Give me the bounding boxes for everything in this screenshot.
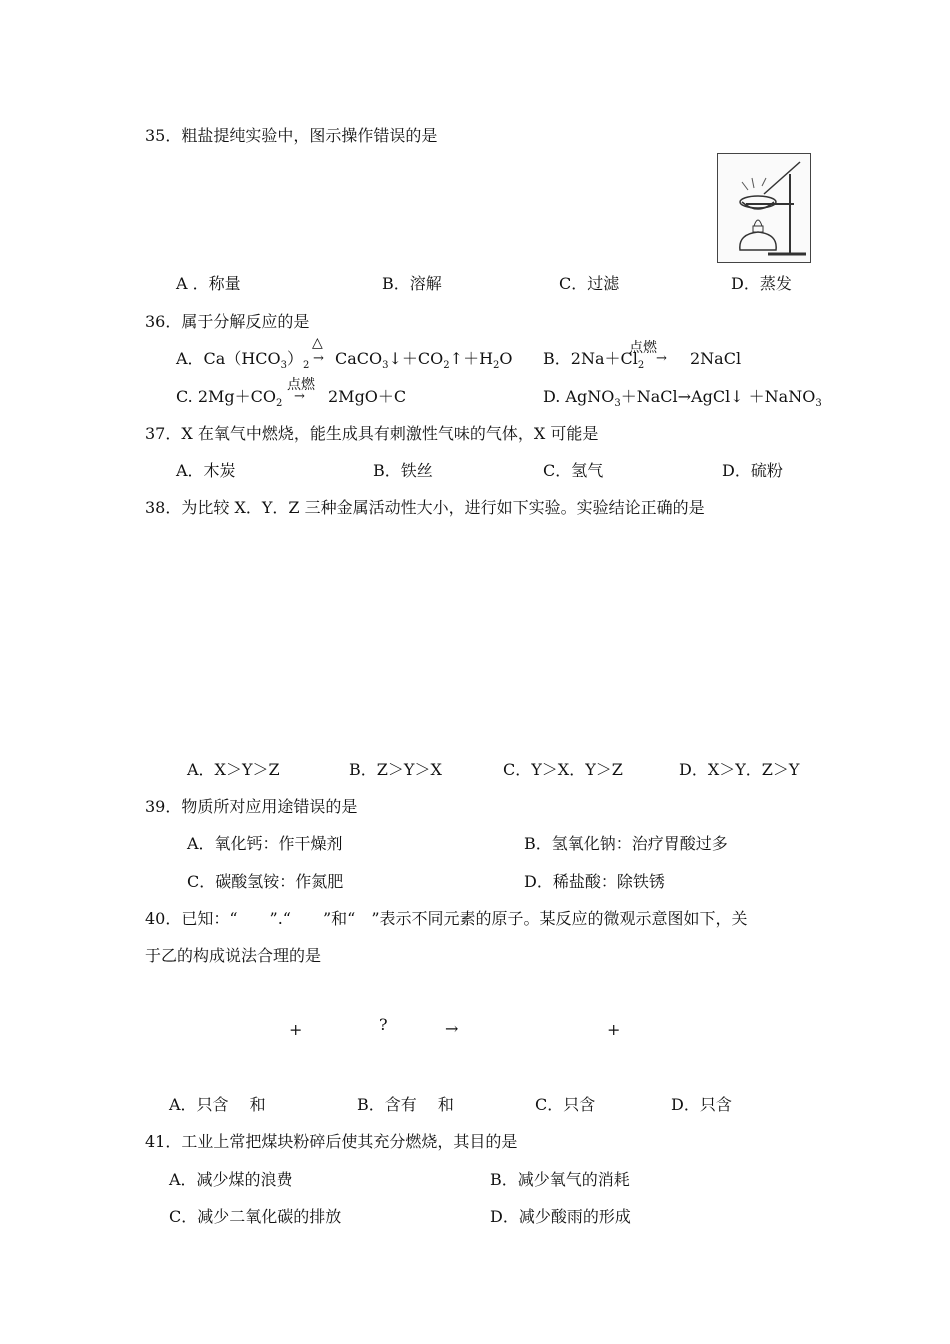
- q40-arrow: →: [445, 1019, 459, 1038]
- q35-option-d: D．蒸发: [731, 274, 792, 293]
- q35-stem: 35．粗盐提纯实验中，图示操作错误的是: [145, 126, 438, 145]
- q40-option-d: D．只含: [671, 1095, 732, 1114]
- q39-option-a: A．氧化钙：作干燥剂: [187, 834, 343, 853]
- q38-option-d: D．X＞Y．Z＞Y: [679, 760, 800, 779]
- q36-option-a-products: $CaCO_3↓+CO_2↑+H_2O$: [335, 349, 513, 371]
- q36-option-b-product: 2NaCl: [690, 349, 742, 368]
- reaction-arrow-b: →: [656, 351, 667, 366]
- q35-option-c: C．过滤: [559, 274, 620, 293]
- q37-option-c: C．氢气: [543, 461, 604, 480]
- q35-option-a: A ．称量: [176, 274, 241, 293]
- q40-stem-line1: 40．已知：“ ”.“ ”和“ ”表示不同元素的原子。某反应的微观示意图如下，关: [145, 909, 748, 928]
- q37-option-a: A．木炭: [176, 461, 236, 480]
- q36-option-b: B．$2Na+Cl_2$: [543, 349, 645, 371]
- q39-option-b: B．氢氧化钠：治疗胃酸过多: [524, 834, 728, 853]
- q37-option-b: B．铁丝: [373, 461, 433, 480]
- q36-option-c: C. $2Mg+CO_2$: [176, 387, 283, 409]
- evaporation-apparatus-image: [717, 153, 811, 263]
- ignite-condition-c: 点燃: [287, 377, 315, 393]
- q40-option-a: A．只含 和: [169, 1095, 266, 1114]
- q40-option-b: B．含有 和: [357, 1095, 454, 1114]
- q35-option-b: B．溶解: [382, 274, 442, 293]
- q38-option-c: C．Y＞X．Y＞Z: [503, 760, 623, 779]
- q36-option-d: D. AgNO$_3$＋NaCl→AgCl↓ ＋NaNO$_3$: [543, 387, 822, 409]
- q40-option-c: C．只含: [535, 1095, 596, 1114]
- q38-option-a: A．X＞Y＞Z: [187, 760, 280, 779]
- q41-option-d: D．减少酸雨的形成: [490, 1207, 631, 1226]
- q41-stem: 41．工业上常把煤块粉碎后使其充分燃烧，其目的是: [145, 1132, 518, 1151]
- q37-option-d: D．硫粉: [722, 461, 783, 480]
- q40-question-mark: ?: [379, 1015, 388, 1034]
- q39-stem: 39．物质所对应用途错误的是: [145, 797, 358, 816]
- reaction-arrow-c: →: [294, 389, 305, 404]
- q36-option-c-product: 2MgO＋C: [328, 387, 407, 406]
- q37-stem: 37．X 在氧气中燃烧，能生成具有刺激性气味的气体，X 可能是: [145, 424, 599, 443]
- q36-option-a: A．$Ca(HCO_3)_2$: [176, 349, 310, 371]
- q40-stem-line2: 于乙的构成说法合理的是: [145, 946, 322, 965]
- q39-option-c: C．碳酸氢铵：作氮肥: [187, 872, 344, 891]
- q39-option-d: D．稀盐酸：除铁锈: [524, 872, 665, 891]
- q36-stem: 36．属于分解反应的是: [145, 312, 310, 331]
- reaction-arrow-a: →: [313, 351, 324, 366]
- q38-option-b: B．Z＞Y＞X: [349, 760, 442, 779]
- q40-plus-1: +: [289, 1020, 303, 1039]
- ignite-condition-b: 点燃: [629, 340, 657, 356]
- q41-option-a: A．减少煤的浪费: [169, 1170, 293, 1189]
- heat-condition-a: △: [312, 335, 323, 351]
- q41-option-b: B．减少氧气的消耗: [490, 1170, 630, 1189]
- q38-stem: 38．为比较 X．Y．Z 三种金属活动性大小，进行如下实验。实验结论正确的是: [145, 498, 705, 517]
- q40-plus-2: +: [607, 1020, 621, 1039]
- q41-option-c: C．减少二氧化碳的排放: [169, 1207, 342, 1226]
